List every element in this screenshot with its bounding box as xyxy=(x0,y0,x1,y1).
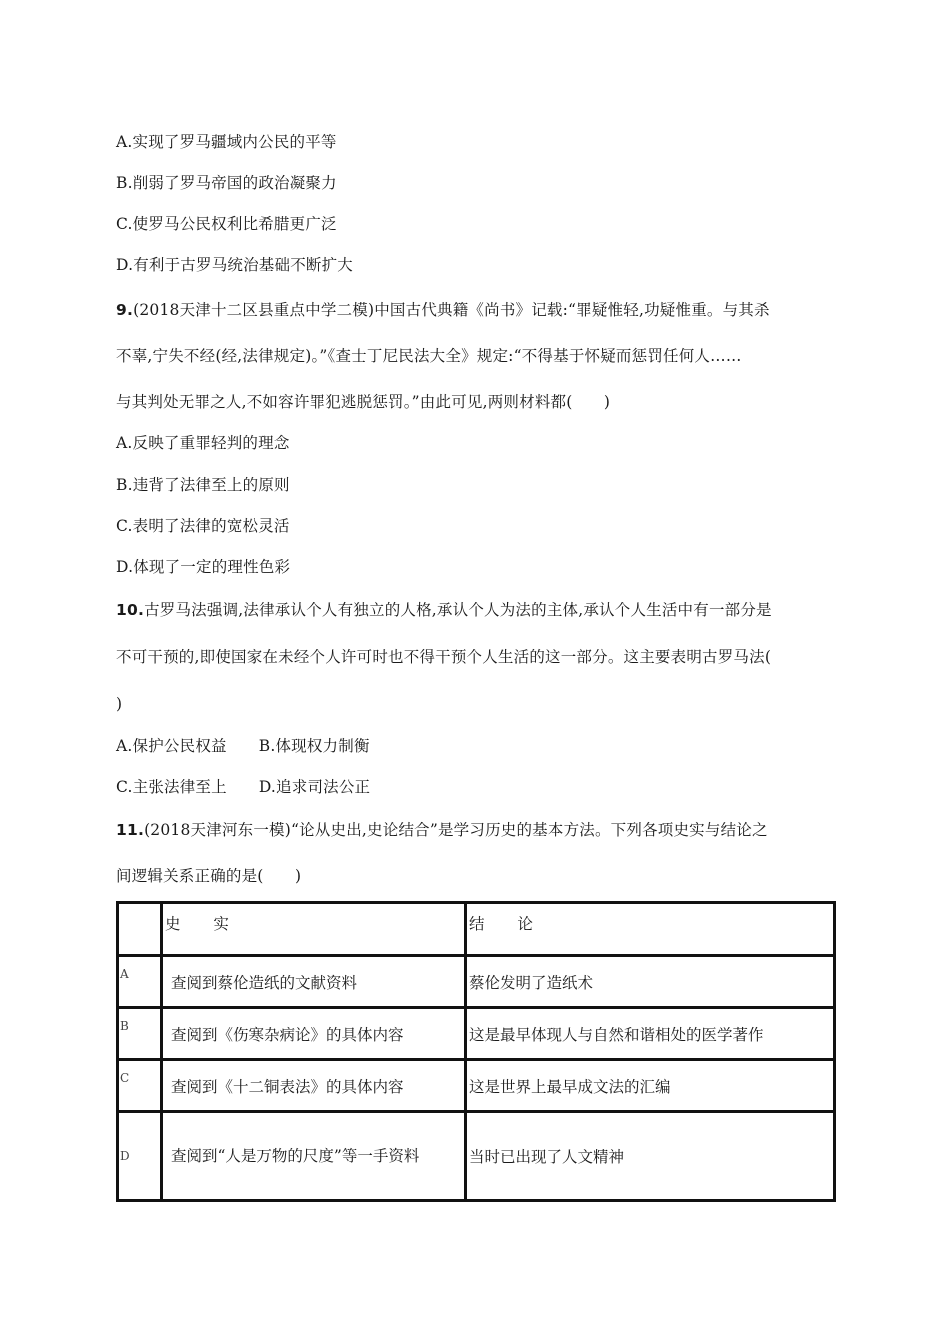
table-row xyxy=(118,1008,835,1060)
header-cell-fact xyxy=(162,903,466,956)
q9-number: 9. xyxy=(116,301,134,319)
row-conclusion: 当时已出现了人文精神 xyxy=(466,1112,835,1201)
header-conclusion-text: 结 论 xyxy=(469,915,547,933)
row-fact: 查阅到《十二铜表法》的具体内容 xyxy=(162,1060,466,1112)
q9-option-c: C.表明了法律的宽松灵活 xyxy=(116,517,290,535)
header-cell-label xyxy=(118,903,162,956)
q9-stem-line-1 xyxy=(116,300,770,320)
q11-number: 11. xyxy=(116,821,145,839)
q11-text-1: (2018天津河东一模)“论从史出,史论结合”是学习历史的基本方法。下列各项史实与结论之 xyxy=(144,821,768,839)
q11-stem-line-1 xyxy=(116,820,768,840)
q10-options-row-2 xyxy=(116,777,370,797)
q9-option-a: A.反映了重罪轻判的理念 xyxy=(116,434,290,452)
q10-stem-line-3: ) xyxy=(116,695,123,713)
q10-options-row-1 xyxy=(116,736,370,756)
table-header-row xyxy=(118,903,835,956)
q10-option-a: A.保护公民权益 xyxy=(116,737,227,755)
q9-option-d: D.体现了一定的理性色彩 xyxy=(116,558,291,576)
q10-number: 10. xyxy=(116,601,145,619)
q10-stem-line-2: 不可干预的,即使国家在未经个人许可时也不得干预个人生活的这一部分。这主要表明古罗马法( xyxy=(116,648,772,666)
table-row xyxy=(118,956,835,1008)
row-conclusion: 这是世界上最早成文法的汇编 xyxy=(466,1060,835,1112)
row-fact: 查阅到《伤寒杂病论》的具体内容 xyxy=(162,1008,466,1060)
row-fact: 查阅到蔡伦造纸的文献资料 xyxy=(162,956,466,1008)
q9-text-1: (2018天津十二区县重点中学二模)中国古代典籍《尚书》记载:“罪疑惟轻,功疑惟重。与其杀 xyxy=(133,301,770,319)
row-label: C xyxy=(118,1060,162,1112)
table-row xyxy=(118,1060,835,1112)
row-fact: 查阅到“人是万物的尺度”等一手资料 xyxy=(162,1112,466,1201)
q10-text-1: 古罗马法强调,法律承认个人有独立的人格,承认个人为法的主体,承认个人生活中有一部分是 xyxy=(144,601,772,619)
row-label: A xyxy=(118,956,162,1008)
q9-option-b: B.违背了法律至上的原则 xyxy=(116,476,290,494)
row-label: B xyxy=(118,1008,162,1060)
q10-option-d: D.追求司法公正 xyxy=(258,778,371,796)
facts-conclusions-table xyxy=(116,901,836,1202)
q8-option-a: A.实现了罗马疆域内公民的平等 xyxy=(116,133,337,151)
q11-stem-line-2: 间逻辑关系正确的是( ) xyxy=(116,867,302,885)
q8-option-d: D.有利于古罗马统治基础不断扩大 xyxy=(116,256,354,274)
row-conclusion: 这是最早体现人与自然和谐相处的医学著作 xyxy=(466,1008,835,1060)
q10-stem-line-1 xyxy=(116,600,772,620)
row-conclusion: 蔡伦发明了造纸术 xyxy=(466,956,835,1008)
table-row xyxy=(118,1112,835,1201)
header-fact-text: 史 实 xyxy=(165,915,243,933)
header-cell-conclusion xyxy=(466,903,835,956)
row-label: D xyxy=(118,1112,162,1201)
q9-stem-line-2: 不辜,宁失不经(经,法律规定)。”《查士丁尼民法大全》规定:“不得基于怀疑而惩罚任何人…… xyxy=(116,347,742,365)
q8-option-c: C.使罗马公民权利比希腊更广泛 xyxy=(116,215,337,233)
q10-option-b: B.体现权力制衡 xyxy=(258,737,370,755)
q9-stem-line-3: 与其判处无罪之人,不如容许罪犯逃脱惩罚。”由此可见,两则材料都( ) xyxy=(116,393,611,411)
q8-option-b: B.削弱了罗马帝国的政治凝聚力 xyxy=(116,174,337,192)
q10-option-c: C.主张法律至上 xyxy=(116,778,227,796)
